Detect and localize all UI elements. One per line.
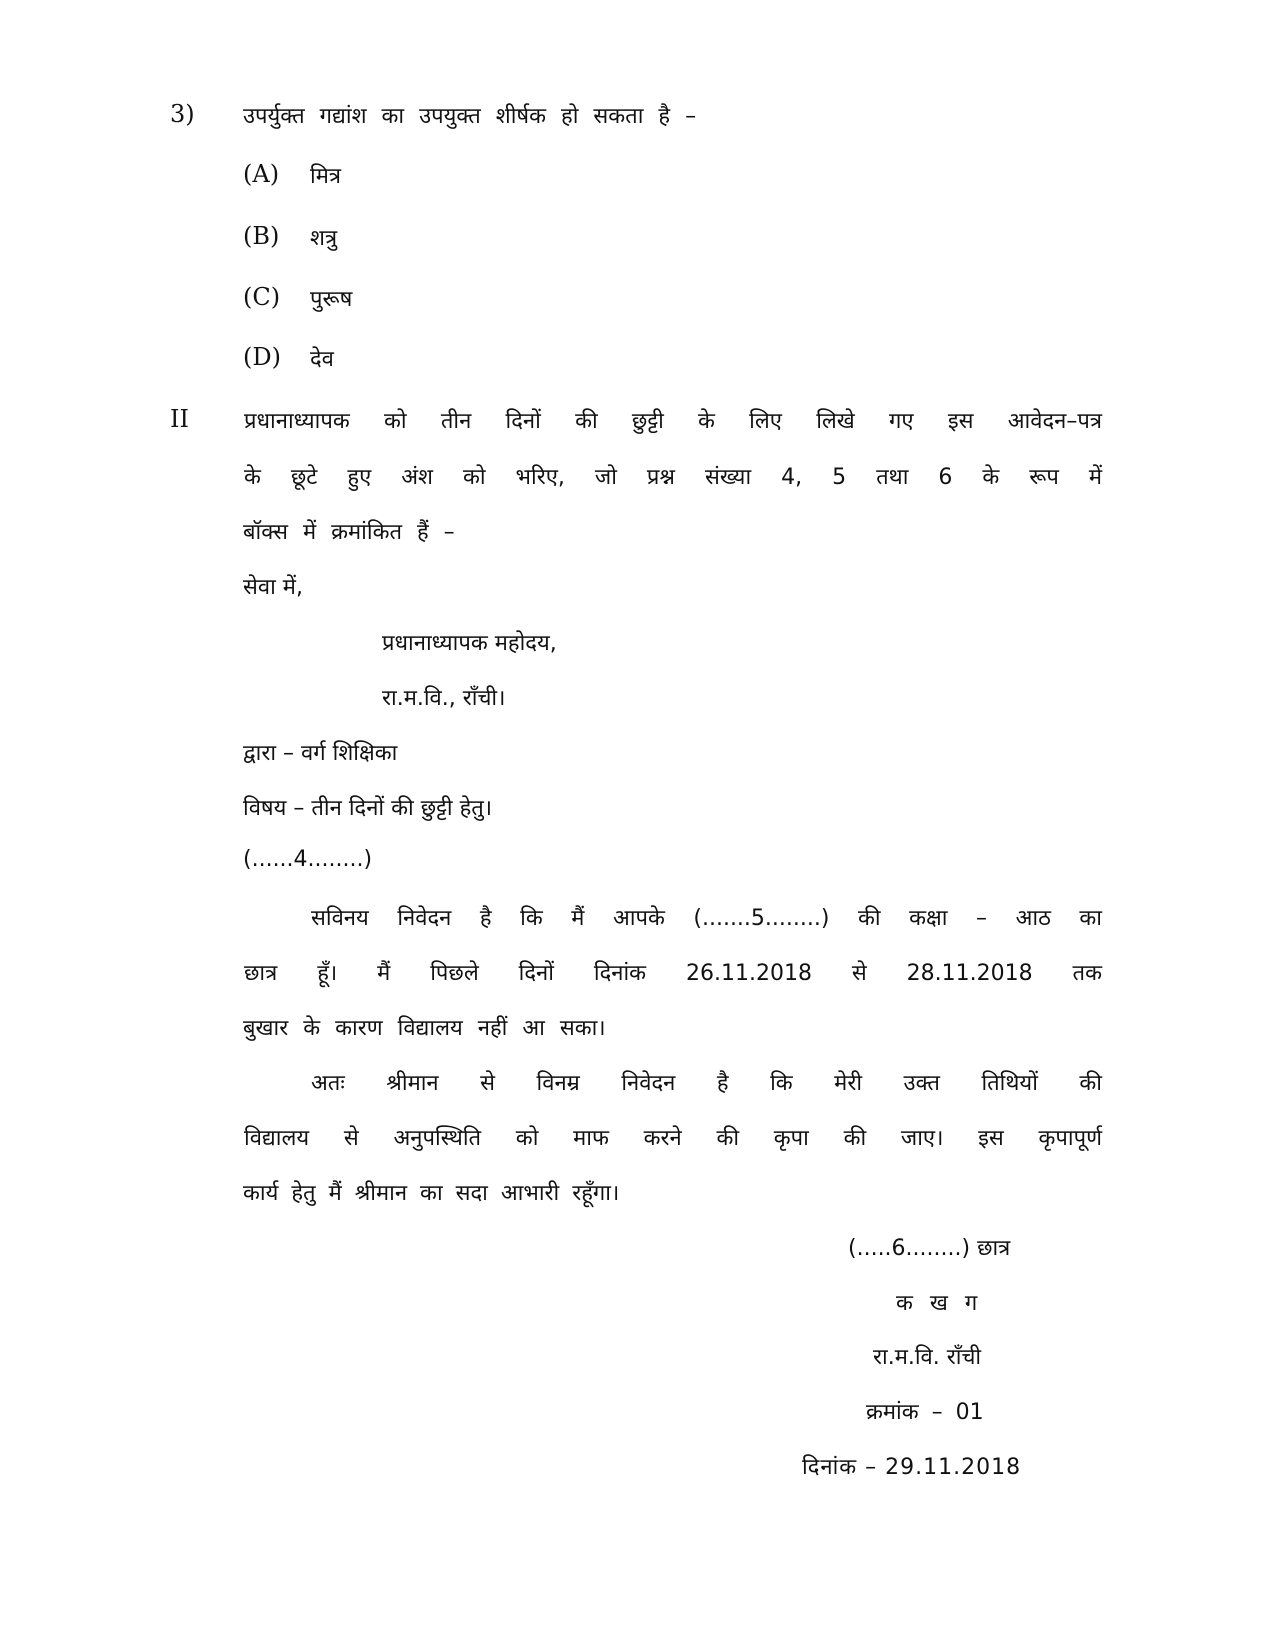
option-b-text: शत्रु [310,226,338,251]
student-name: क ख ग [896,1291,978,1316]
question-3-number: 3) [170,100,195,128]
closing-blank-6: (.....6........) छात्र [848,1236,1011,1261]
instruction-line-1: प्रधानाध्यापक को तीन दिनों की छुट्टी के लिए लिखे गए इस आवेदन–पत्र [244,409,1102,434]
para2-line-3: कार्य हेतु मैं श्रीमान का सदा आभारी रहूँगा। [243,1181,620,1206]
section-2-number: II [170,405,189,433]
option-c-label: (C) [243,283,281,311]
blank-4: (......4........) [243,847,373,872]
letter-addressee-school: रा.म.वि., राँची। [382,686,506,711]
para1-line-1: सविनय निवेदन है कि मैं आपके (.......5........) की कक्षा – आठ का [311,906,1102,931]
para2-line-2: विद्यालय से अनुपस्थिति को माफ करने की कृपा की जाए। इस कृपापूर्ण [244,1126,1102,1151]
instruction-line-3: बॉक्स में क्रमांकित हैं – [243,520,455,545]
para1-line-2: छात्र हूँ। मैं पिछले दिनों दिनांक 26.11.2018 से 28.11.2018 तक [244,961,1102,986]
option-d-label: (D) [243,343,281,371]
para2-line-1: अतः श्रीमान से विनम्र निवेदन है कि मेरी उक्त तिथियों की [311,1071,1102,1096]
para1-line-3: बुखार के कारण विद्यालय नहीं आ सका। [243,1016,606,1041]
letter-date: दिनांक – 29.11.2018 [802,1455,1022,1480]
option-a-label: (A) [243,160,280,188]
option-a-text: मित्र [310,164,341,189]
student-school: रा.म.वि. राँची [873,1345,982,1370]
question-3-text: उपर्युक्त गद्यांश का उपयुक्त शीर्षक हो सकता है – [243,104,697,129]
option-b-label: (B) [243,222,280,250]
letter-via: द्वारा – वर्ग शिक्षिका [243,741,398,766]
instruction-line-2: के छूटे हुए अंश को भरिए, जो प्रश्न संख्या 4, 5 तथा 6 के रूप में [244,465,1102,490]
letter-addressee-title: प्रधानाध्यापक महोदय, [382,631,557,656]
roll-number: क्रमांक – 01 [866,1400,984,1425]
letter-subject: विषय – तीन दिनों की छुट्टी हेतु। [243,796,493,821]
option-c-text: पुरूष [310,287,353,312]
option-d-text: देव [310,347,334,372]
letter-salutation: सेवा में, [243,575,303,600]
